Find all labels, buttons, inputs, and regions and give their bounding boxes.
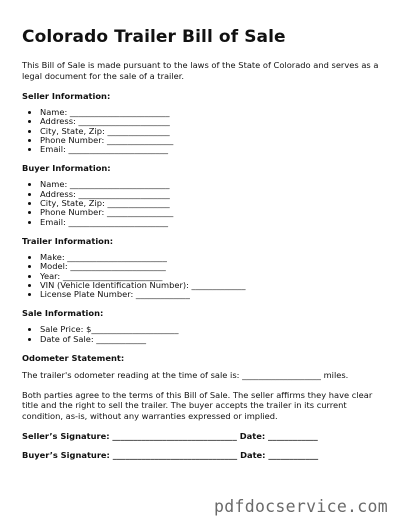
seller-city-field: • City, State, Zip: _______________	[40, 127, 390, 136]
buyer-field-list	[22, 180, 390, 226]
sale-field-list	[22, 325, 390, 344]
sale-date-field: • Date of Sale: ____________	[40, 335, 390, 344]
buyer-phone-field: • Phone Number: ________________	[40, 208, 390, 217]
agreement-paragraph: Both parties agree to the terms of this Bill of Sale. The seller affirms they have clear title and the right to sell the trailer. The buyer accepts the trailer in its current condition, as-is, without any warranties expressed or implied.	[22, 389, 373, 421]
trailer-model-field: • Model: _______________________	[40, 262, 390, 271]
seller-phone-field: • Phone Number: ________________	[40, 136, 390, 145]
bill-of-sale-document	[22, 26, 390, 469]
buyer-heading: Buyer Information:	[22, 163, 111, 174]
sale-price-field: • Sale Price: $_____________________	[40, 325, 390, 334]
buyer-signature-line: Buyer’s Signature: ______________________________ Date: ____________	[22, 450, 319, 461]
odometer-statement: The trailer's odometer reading at the time of sale is: ___________________ miles.	[22, 370, 349, 381]
seller-field-list	[22, 108, 390, 154]
trailer-field-list	[22, 253, 390, 299]
seller-email-field: • Email: ________________________	[40, 145, 390, 154]
seller-heading: Seller Information:	[22, 91, 111, 101]
document-title: Colorado Trailer Bill of Sale	[22, 27, 286, 47]
trailer-heading: Trailer Information:	[22, 235, 114, 246]
trailer-plate-field: • License Plate Number: _____________	[40, 290, 390, 299]
buyer-email-field: • Email: ________________________	[40, 218, 390, 227]
trailer-vin-field: • VIN (Vehicle Identification Number): _____________	[40, 281, 390, 290]
seller-address-field: • Address: ______________________	[40, 117, 390, 126]
seller-name-field: • Name: ________________________	[40, 108, 390, 117]
intro-paragraph: This Bill of Sale is made pursuant to the laws of the State of Colorado and serves as a legal document for the sale of a trailer.	[22, 60, 379, 81]
trailer-year-field: • Year: ________________________	[40, 272, 390, 281]
buyer-name-field: • Name: ________________________	[40, 180, 390, 189]
trailer-make-field: • Make: ________________________	[40, 253, 390, 262]
odometer-heading: Odometer Statement:	[22, 353, 125, 364]
buyer-city-field: • City, State, Zip: _______________	[40, 199, 390, 208]
sale-heading: Sale Information:	[22, 308, 104, 319]
watermark: pdfdocservice.com	[214, 497, 388, 516]
buyer-address-field: • Address: ______________________	[40, 190, 390, 199]
seller-signature-line: Seller’s Signature: ______________________________ Date: ____________	[22, 431, 318, 442]
